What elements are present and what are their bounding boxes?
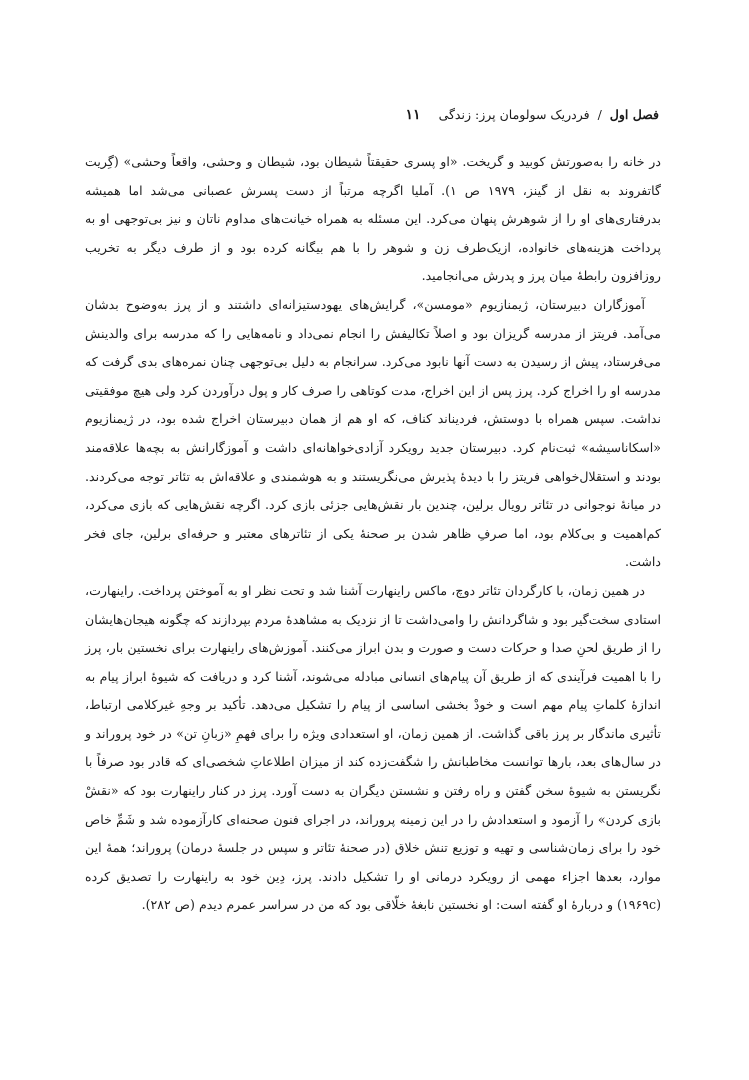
body-text — [85, 148, 661, 920]
paragraph-2: آموزگاران دبیرستان، ژیمنازیوم «مومسن»، گرایش‌های یهودستیزانه‌ای داشتند و از پرز به‌وضوح بدشان می‌آمد. فریتز از مدرسه گریزان بود و اصلاً تکالیفش را انجام نمی‌داد و نامه‌هایی را که مدرسه برای والدینش می‌فرستاد، پیش از رسیدن به دست آنها نابود می‌کرد. سرانجام به دلیل بی‌توجهی چنان نمره‌های بدی گرفت که مدرسه او را اخراج کرد. پرز پس از این اخراج، مدت کوتاهی را صرف کار و پول درآوردن کرد ولی هیچ موفقیتی نداشت. سپس همراه با دوستش، فردیناند کناف، که او هم از همان دبیرستان اخراج شده بود، در ژیمنازیوم «اسکاناسیشه» ثبت‌نام کرد. دبیرستان جدید رویکرد آزادی‌خواهانه‌ای داشت و آموزگارانش به بچه‌ها علاقه‌مند بودند و استقلال‌خواهی فریتز را با دیدهٔ پذیرش می‌نگریستند و به هوشمندی و علاقه‌اش به تئاتر توجه می‌کردند. در میانهٔ نوجوانی در تئاتر رویال برلین، چندین بار نقش‌هایی جزئی بازی کرد. اگرچه نقش‌هایی که بازی می‌کرد، کم‌اهمیت و بی‌کلام بود، اما صرفِ ظاهر شدن بر صحنهٔ یکی از تئاترهای معتبر و حرفه‌ای برلین، جای فخر داشت. — [85, 296, 661, 570]
chapter-subtitle: فردریک سولومان پرز: زندگی — [438, 107, 590, 122]
header-separator: / — [597, 107, 602, 122]
paragraph-3: در همین زمان، با کارگردان تئاتر دوچ، ماکس راینهارت آشنا شد و تحت نظر او به آموختن پرداخت. راینهارت، استادی سخت‌گیر بود و شاگردانش را وامی‌داشت تا از نزدیک به مشاهدهٔ مردم بپردازند که چگونه هیجان‌هایشان را از طریق لحنِ صدا و حرکات دست و صورت و بدن ابراز می‌کنند. آموزش‌های راینهارت برای نخستین بار، پرز را با اهمیت فرآیندی که از طریق آن پیام‌های انسانی مبادله می‌شوند، آشنا کرد و دریافت که شیوهٔ ابراز پیام به اندازهٔ کلماتِ پیام مهم است و خودْ بخشی اساسی از پیام را تشکیل می‌دهد. تأکید بر وجهِ غیرکلامی ارتباط، تأثیری ماندگار بر پرز باقی گذاشت. از همین زمان، او استعدادی ویژه را برای فهمِ «زبانِ تن» در خود پروراند و در سال‌های بعد، بارها توانست مخاطبانش را شگفت‌زده کند از میزان اطلاعاتِ شخصی‌ای که قادر بود صرفاً با نگریستن به شیوهٔ سخن گفتن و راه رفتن و نشستن دیگران به دست آورد. پرز در کنار راینهارت بود که «نقش‌ْ بازی کردن» را آزمود و استعدادش را در این زمینه پروراند، در اجرای فنون صحنه‌ای کارآزموده شد و شَمِّ خاص خود را برای زمان‌شناسی و تهیه و توزیع تنش خلاق (در صحنهٔ تئاتر و سپس در جلسهٔ درمان) پروراند؛ همهٔ این موارد، بعدها اجزاء مهمی از رویکرد درمانی او را تشکیل دادند. پرز، دِین خود به راینهارت را تصدیق کرده (۱۹۶۹c) و دربارهٔ او گفته است: او نخستین نابغهٔ خلّاقی بود که من در سراسر عمرم دیدم (ص ۲۸۲). — [85, 582, 661, 913]
running-header — [87, 104, 659, 126]
chapter-label: فصل اول — [609, 107, 659, 122]
paragraph-1: در خانه را به‌صورتش کوبید و گریخت. «او پسری حقیقتاً شیطان بود، شیطان و وحشی، واقعاً وحشی» (گِریت گاتفروند به نقل از گینز، ۱۹۷۹ ص ۱). آملیا اگرچه مرتباً از دست پسرش عصبانی می‌شد اما همیشه بدرفتاری‌های او را از شوهرش پنهان می‌کرد. این مسئله به همراه خیانت‌های مداوم ناتان و نیز بی‌توجهی او به پرداخت هزینه‌های خانواده، ازیک‌طرف زن و شوهر را با هم بیگانه کرده بود و از طرف دیگر به تخریب روزافزون رابطهٔ میان پرز و پدرش می‌انجامید. — [85, 154, 661, 284]
page-number: ۱۱ — [405, 107, 421, 123]
